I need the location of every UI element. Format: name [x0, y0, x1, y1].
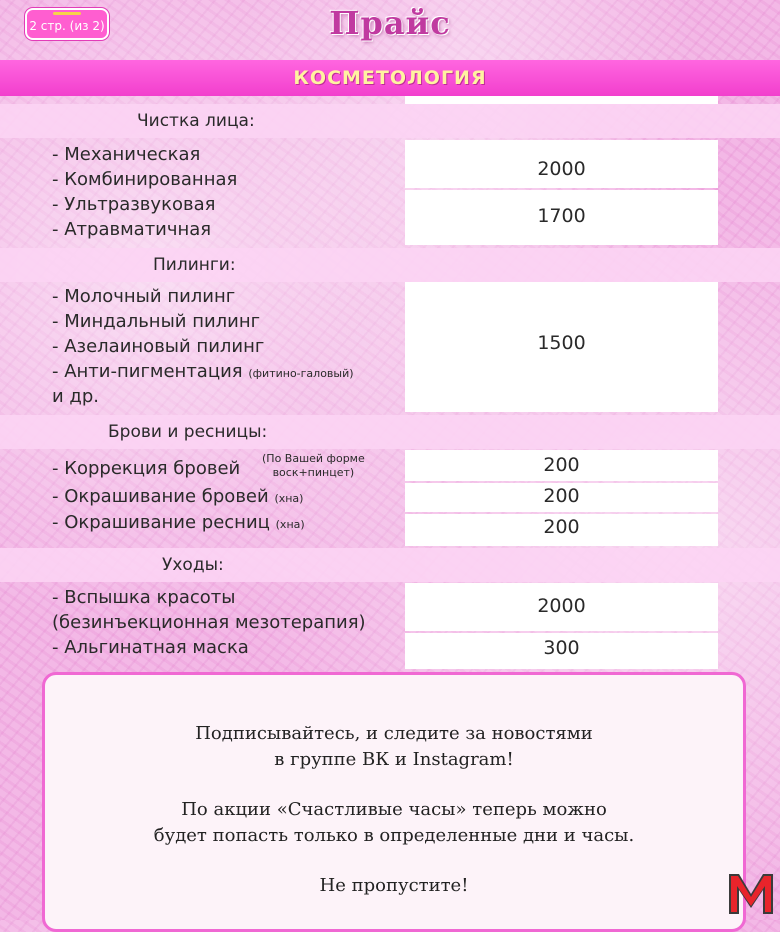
list-item: - Окрашивание бровей (хна)	[52, 486, 304, 507]
price-cell: 200	[405, 514, 718, 546]
care-list	[0, 583, 400, 668]
price-cell: 200	[405, 450, 718, 481]
item-note: (По Вашей форме воск+пинцет)	[262, 452, 365, 479]
section-title: Брови и ресницы:	[108, 422, 268, 442]
page-indicator-badge: 2 стр. (из 2)	[25, 8, 109, 40]
list-item: - Альгинатная маска	[52, 637, 249, 658]
section-header-care	[0, 548, 780, 582]
announcement-line: Подписывайтесь, и следите за новостями	[195, 723, 593, 744]
list-item: - Коррекция бровей	[52, 458, 241, 479]
section-title: Чистка лица:	[137, 111, 255, 131]
announcement-line: Не пропустите!	[319, 875, 469, 896]
announcement-line: будет попасть только в определенные дни и часы.	[153, 825, 635, 846]
price-cell: 1500	[405, 282, 718, 412]
list-item: и др.	[52, 386, 100, 407]
section-header-cleaning	[0, 104, 780, 138]
page-title: Прайс	[329, 4, 451, 42]
cleaning-list	[0, 140, 400, 245]
item-note: (фитино-галовый)	[248, 367, 354, 380]
section-header-peeling	[0, 248, 780, 282]
price-column-top	[405, 96, 718, 104]
list-item: - Молочный пилинг	[52, 286, 236, 307]
list-item: - Механическая	[52, 144, 201, 165]
price-cell: 2000	[405, 140, 718, 188]
price-cell: 200	[405, 483, 718, 512]
list-item: - Ультразвуковая	[52, 194, 216, 215]
announcement-line: в группе ВК и Instagram!	[274, 749, 514, 770]
price-cell: 300	[405, 633, 718, 669]
list-item: - Окрашивание ресниц (хна)	[52, 512, 305, 533]
category-banner: КОСМЕТОЛОГИЯ	[0, 60, 780, 96]
list-item: - Атравматичная	[52, 219, 212, 240]
list-item: - Анти-пигментация (фитино-галовый)	[52, 361, 354, 382]
item-note: (хна)	[275, 518, 305, 531]
peeling-list	[0, 282, 400, 412]
price-cell: 2000	[405, 583, 718, 631]
price-cell: 1700	[405, 190, 718, 245]
section-header-brows	[0, 415, 780, 449]
section-title: Пилинги:	[153, 255, 236, 275]
announcement-box	[42, 672, 746, 932]
list-item: - Комбинированная	[52, 169, 238, 190]
brows-list	[0, 450, 400, 546]
list-item: - Миндальный пилинг	[52, 311, 261, 332]
section-title: Уходы:	[162, 555, 224, 575]
list-item: - Вспышка красоты	[52, 587, 236, 608]
item-note: (хна)	[274, 492, 304, 505]
list-item: - Азелаиновый пилинг	[52, 336, 265, 357]
m-logo-icon	[727, 872, 775, 916]
list-item: (безинъекционная мезотерапия)	[52, 612, 366, 633]
announcement-line: По акции «Счастливые часы» теперь можно	[181, 799, 607, 820]
